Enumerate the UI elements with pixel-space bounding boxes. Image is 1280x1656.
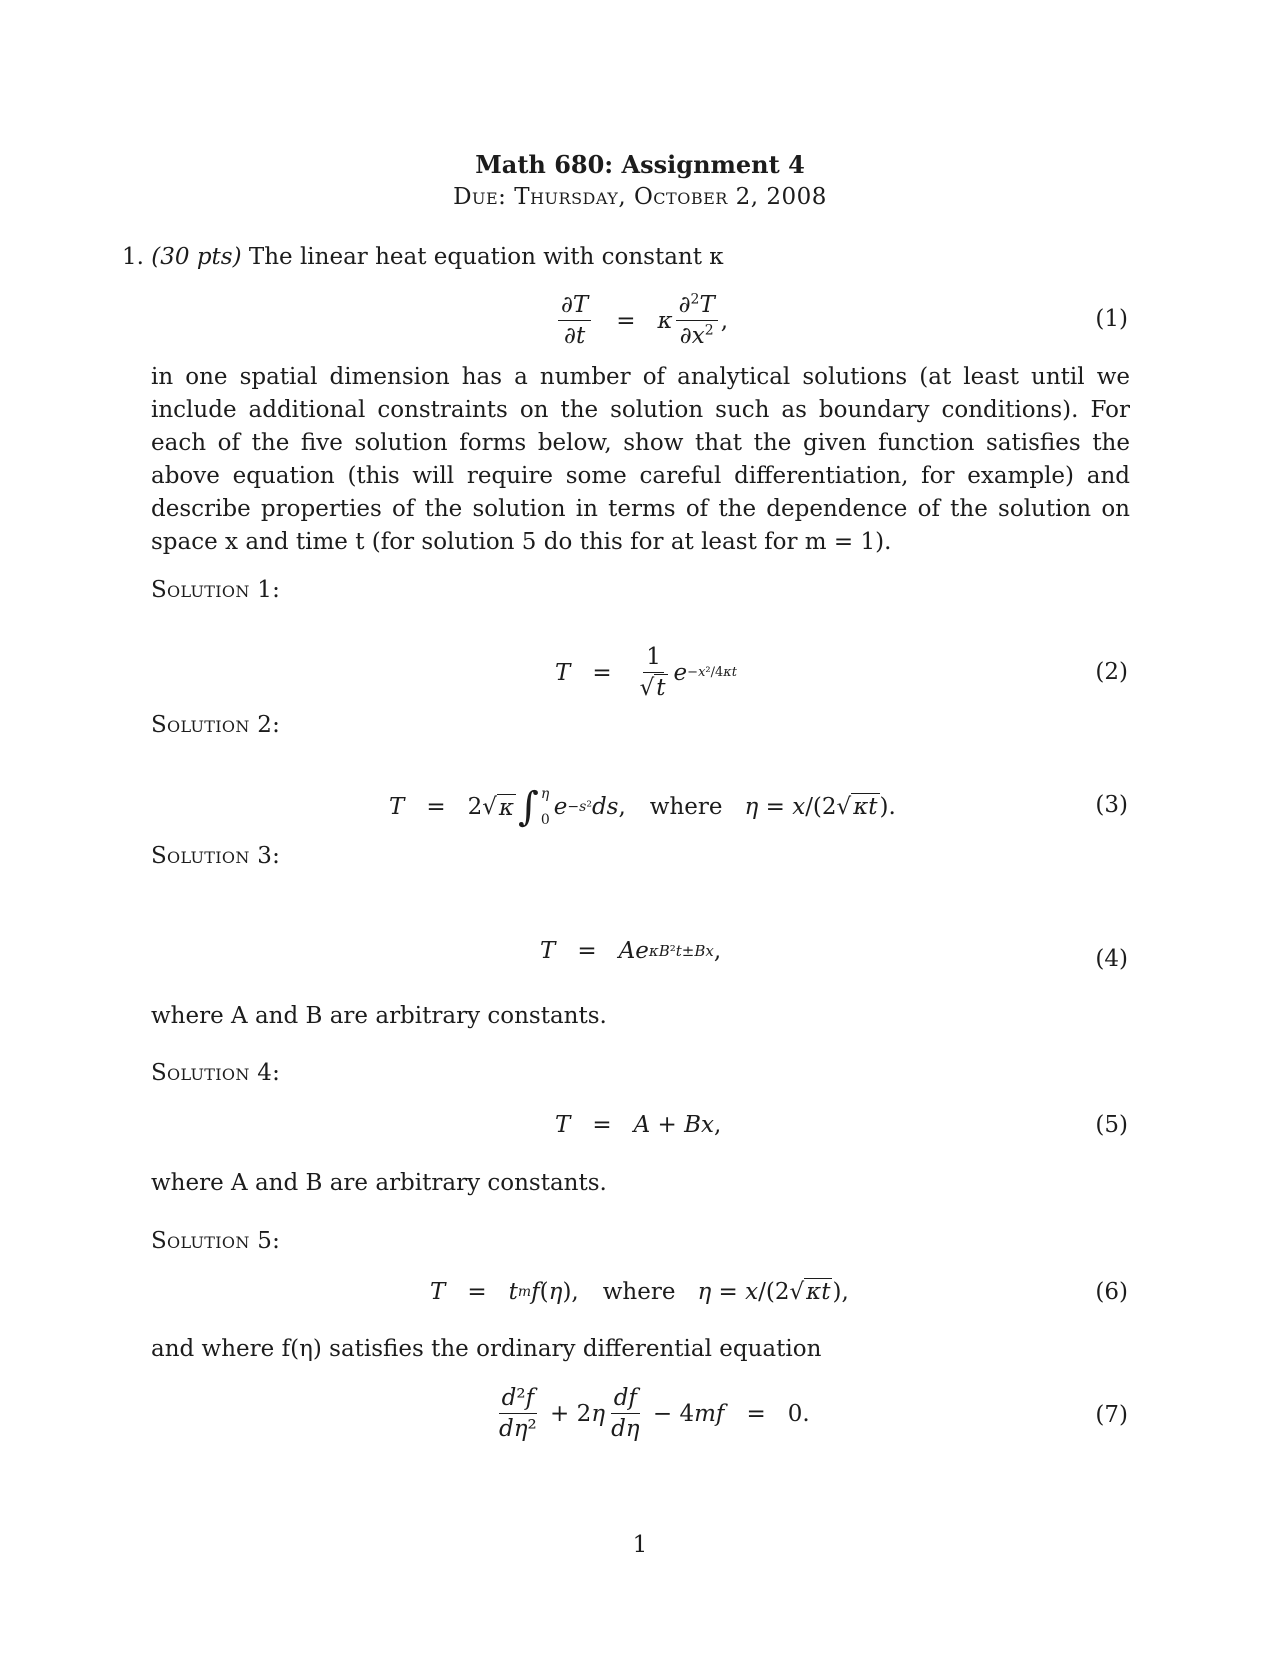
solution-note: where A and B are arbitrary constants. [151, 1003, 607, 1029]
equation-7: $\frac{\text{d²f}}{\text{dη²}}$ + 2 η $\frac{df}{d\eta}$ − 4 mf = 0. [499, 1385, 810, 1443]
problem-intro [122, 244, 724, 270]
page-number: 1 [632, 1532, 648, 1558]
equation-number: (5) [1095, 1112, 1128, 1138]
solution-note: and where f(η) satisfies the ordinary differential equation [151, 1336, 822, 1362]
problem-statement: The linear heat equation with constant κ [248, 244, 724, 270]
solution-heading: Solution 4: [151, 1060, 281, 1086]
document-title: Math 680: Assignment 4 [475, 150, 805, 179]
equation-5: T = A + Bx , [555, 1112, 722, 1138]
solution-heading: Solution 3: [151, 843, 281, 869]
equation-2: T = $\frac{1}{√t}$ e −x²/4κt [555, 644, 738, 702]
problem-body: in one spatial dimension has a number of analytical solutions (at least until we include additional constraints on the solution such as boundary conditions). For each of the five solution forms below, show that the given function satisfies the above equation (this will require some careful differentiation, for example) and describe properties of the solution in terms of the dependence of the solution on space x and time t (for solution 5 do this for at least for m = 1). [151, 364, 1130, 555]
equation-4: T = Ae κB²t±Bx , [540, 938, 722, 964]
equation-1: $\frac{\partial T}{\partial t}$ = κ $\frac{\partial^2T}{\partial x^2}$ , [555, 292, 728, 350]
problem-number: 1. [122, 244, 144, 270]
equation-6: T = t m f ( η ), where η = x/(2√κt), [430, 1279, 849, 1305]
solution-note: where A and B are arbitrary constants. [151, 1170, 607, 1196]
equation-number: (3) [1095, 792, 1128, 818]
due-date: Due: Thursday, October 2, 2008 [453, 184, 827, 210]
equation-number: (2) [1095, 659, 1128, 685]
equation-number: (7) [1095, 1402, 1128, 1428]
solution-heading: Solution 1: [151, 577, 281, 603]
equation-3: T = 2√ κ ∫ η 0 e −s² ds , where η = x/(2√κt). [389, 784, 896, 830]
equation-number: (1) [1095, 306, 1128, 332]
equation-number: (6) [1095, 1279, 1128, 1305]
problem-points: (30 pts) [151, 244, 242, 270]
solution-heading: Solution 2: [151, 712, 281, 738]
solution-heading: Solution 5: [151, 1228, 281, 1254]
equation-number: (4) [1095, 946, 1128, 972]
